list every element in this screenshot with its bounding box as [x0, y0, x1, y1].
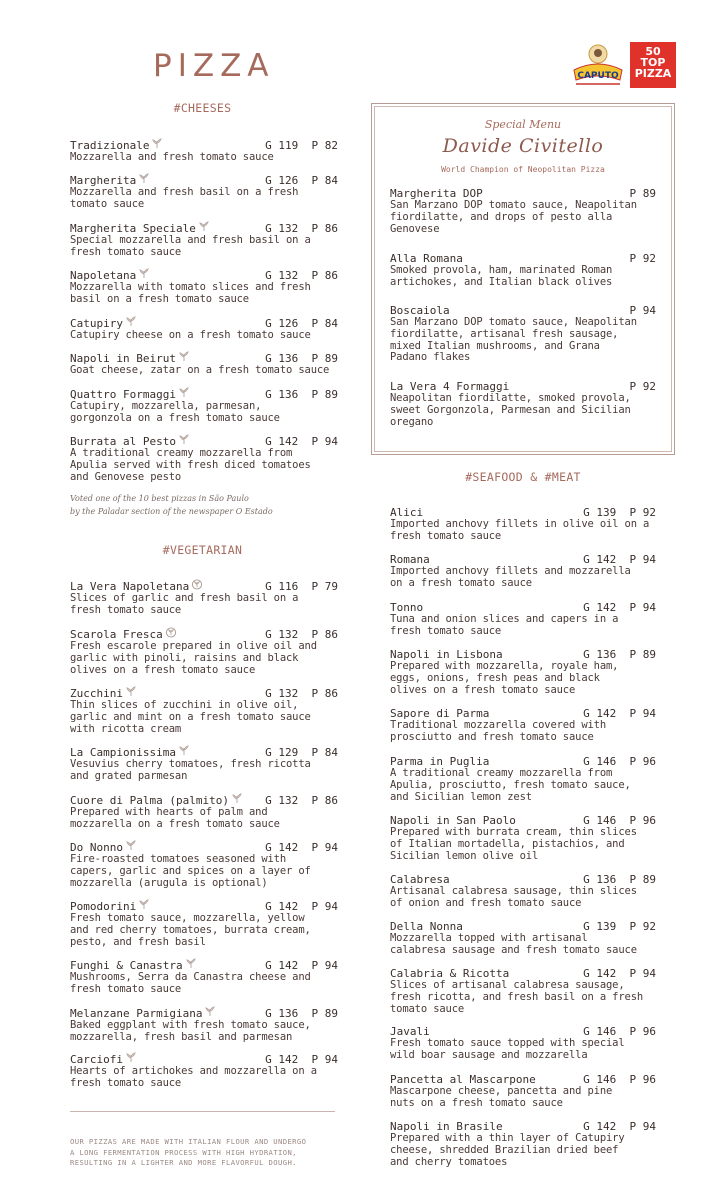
menu-item-description: Tuna and onion slices and capers in a fresh tomato sauce	[390, 613, 619, 637]
menu-item-name: Scarola Fresca	[70, 628, 163, 641]
menu-item-name: Margherita Speciale	[70, 222, 196, 235]
menu-item-name: Tradizionale	[70, 139, 150, 152]
menu-item-name: Zucchini	[70, 687, 123, 700]
menu-item	[70, 1052, 338, 1090]
menu-item-header	[70, 686, 338, 700]
menu-item-prices: G 136 P 89	[265, 352, 338, 365]
section-heading-cheeses: #CHEESES	[173, 101, 232, 115]
svg-text:CAPUTO: CAPUTO	[577, 71, 619, 81]
menu-item-description: San Marzano DOP tomato sauce, Neapolitan fiordilatte, and drops of pesto alla Genovese	[390, 199, 637, 235]
menu-item-name: Napoletana	[70, 269, 137, 282]
menu-item	[390, 756, 656, 803]
menu-item-prices: G 136 P 89	[265, 388, 338, 401]
menu-item-name: Napoli in Brasile	[390, 1120, 503, 1133]
menu-item	[70, 745, 338, 783]
menu-item-header	[70, 958, 338, 972]
menu-item-description: Imported anchovy fillets and mozzarella on a fresh tomato sauce	[390, 565, 631, 589]
menu-item-prices: G 146 P 96	[583, 1025, 656, 1038]
menu-item-name: La Campionissima	[70, 746, 176, 759]
menu-item	[70, 793, 338, 831]
menu-item-prices: P 94	[629, 304, 656, 317]
menu-item-description: Prepared with burrata cream, thin slices of Italian mortadella, pistachios, and Sicilian lemon olive oil	[390, 826, 637, 862]
menu-item-prices: G 136 P 89	[583, 648, 656, 661]
menu-item-description: Imported anchovy fillets in olive oil on a fresh tomato sauce	[390, 518, 650, 542]
menu-item-name: Parma in Puglia	[390, 755, 490, 768]
menu-item-name: Funghi & Canastra	[70, 959, 183, 972]
menu-item	[390, 381, 656, 428]
menu-item-prices: G 142 P 94	[583, 707, 656, 720]
menu-item-prices: G 126 P 84	[265, 174, 338, 187]
menu-item-description: Traditional mozzarella covered with prosciutto and fresh tomato sauce	[390, 719, 607, 743]
menu-item-name: Della Nonna	[390, 920, 463, 933]
menu-item-header	[70, 387, 338, 401]
menu-item	[70, 840, 338, 889]
menu-item-name: La Vera Napoletana	[70, 580, 190, 593]
menu-item-prices: G 146 P 96	[583, 814, 656, 827]
menu-item-header	[70, 579, 338, 593]
vegan-icon	[191, 579, 203, 590]
menu-item	[390, 968, 656, 1015]
menu-item-name: Margherita DOP	[390, 187, 483, 200]
menu-item-name: Quattro Formaggi	[70, 388, 176, 401]
leaf-icon	[138, 268, 150, 279]
menu-item-description: Mozzarella and fresh basil on a fresh tomato sauce	[70, 186, 299, 210]
menu-item-name: Margherita	[70, 174, 137, 187]
leaf-icon	[125, 840, 137, 851]
special-menu-label: Special Menu	[484, 118, 562, 131]
leaf-icon	[185, 958, 197, 969]
menu-item-name: Pancetta al Mascarpone	[390, 1073, 536, 1086]
menu-item-description: Special mozzarella and fresh basil on a fresh tomato sauce	[70, 234, 311, 258]
menu-item	[390, 1121, 656, 1168]
menu-item-name: Cuore di Palma (palmito)	[70, 794, 229, 807]
page-title: PIZZA	[153, 48, 275, 84]
menu-item-description: Smoked provola, ham, marinated Roman artichokes, and Italian black olives	[390, 264, 613, 288]
menu-item-description: Catupiry cheese on a fresh tomato sauce	[70, 329, 311, 341]
menu-item	[390, 507, 656, 543]
menu-item-description: Slices of artisanal calabresa sausage, fresh ricotta, and fresh basil on a fresh tomato sauce	[390, 979, 644, 1015]
menu-item-description: Fresh escarole prepared in olive oil and garlic with pinoli, raisins and black olives on a fresh tomato sauce	[70, 640, 317, 676]
leaf-icon	[178, 351, 190, 362]
menu-item-header	[70, 221, 338, 235]
menu-item-name: Napoli in Beirut	[70, 352, 176, 365]
menu-item-prices: G 132 P 86	[265, 222, 338, 235]
menu-item-name: Do Nonno	[70, 841, 123, 854]
menu-item-prices: G 116 P 79	[265, 580, 338, 593]
logo-group	[570, 40, 680, 92]
menu-item-prices: G 132 P 86	[265, 687, 338, 700]
menu-item-prices: G 119 P 82	[265, 139, 338, 152]
menu-item-prices: G 146 P 96	[583, 1073, 656, 1086]
top-pizza-logo: 50 TOP PIZZA	[630, 42, 676, 88]
leaf-icon	[178, 434, 190, 445]
menu-item-prices: G 142 P 94	[583, 1120, 656, 1133]
menu-item-header	[70, 316, 338, 330]
special-menu-chef: Davide Civitello	[442, 135, 604, 157]
menu-item	[70, 268, 338, 306]
menu-item-header	[70, 899, 338, 913]
menu-item-description: Mascarpone cheese, pancetta and pine nuts on a fresh tomato sauce	[390, 1085, 613, 1109]
vegan-icon	[165, 627, 177, 638]
menu-item	[390, 649, 656, 696]
menu-item-name: Alla Romana	[390, 252, 463, 265]
menu-item	[70, 351, 338, 377]
menu-item	[390, 253, 656, 289]
menu-item-header	[70, 840, 338, 854]
section-heading-vegetarian: #VEGETARIAN	[162, 543, 243, 557]
menu-item	[390, 1026, 656, 1062]
menu-item-name: Burrata al Pesto	[70, 435, 176, 448]
award-note: Voted one of the 10 best pizzas in São Paulo by the Paladar section of the newspaper O Estado	[70, 494, 273, 516]
menu-item-description: Prepared with mozzarella, royale ham, eggs, onions, fresh peas and black olives on a fresh tomato sauce	[390, 660, 619, 696]
menu-item-prices: P 89	[629, 187, 656, 200]
caputo-logo	[570, 40, 626, 92]
menu-item	[390, 815, 656, 862]
menu-item-description: Fresh tomato sauce, mozzarella, yellow and red cherry tomatoes, burrata cream, pesto, and fresh basil	[70, 912, 311, 948]
menu-item-description: Baked eggplant with fresh tomato sauce, mozzarella, fresh basil and parmesan	[70, 1019, 311, 1043]
leaf-icon	[178, 745, 190, 756]
menu-item-header	[70, 351, 338, 365]
leaf-icon	[231, 793, 243, 804]
menu-item-description: Mozzarella with tomato slices and fresh basil on a fresh tomato sauce	[70, 281, 311, 305]
menu-item-prices: G 136 P 89	[265, 1007, 338, 1020]
menu-item-prices: G 142 P 94	[583, 967, 656, 980]
menu-item	[390, 1074, 656, 1110]
menu-item-prices: P 92	[629, 380, 656, 393]
menu-item-prices: G 132 P 86	[265, 628, 338, 641]
menu-item	[70, 958, 338, 996]
menu-item	[70, 221, 338, 259]
menu-item-header	[70, 793, 338, 807]
menu-item-name: Romana	[390, 553, 430, 566]
menu-item-description: San Marzano DOP tomato sauce, Neapolitan fiordilatte, artisanal fresh sausage, mixed Italian mushrooms, and Grana Padano flakes	[390, 316, 637, 364]
menu-item	[70, 1006, 338, 1044]
menu-item-description: Goat cheese, zatar on a fresh tomato sauce	[70, 364, 330, 376]
leaf-icon	[125, 316, 137, 327]
leaf-icon	[151, 138, 163, 149]
menu-item-description: Prepared with hearts of palm and mozzarella on a fresh tomato sauce	[70, 806, 280, 830]
menu-item-description: Neapolitan fiordilatte, smoked provola, sweet Gorgonzola, Parmesan and Sicilian oregano	[390, 392, 631, 428]
menu-item-description: Fresh tomato sauce topped with special wild boar sausage and mozzarella	[390, 1037, 625, 1061]
menu-item	[390, 188, 656, 235]
footer-divider	[70, 1111, 335, 1112]
menu-item-header	[70, 173, 338, 187]
menu-item	[70, 434, 338, 483]
menu-item-prices: G 132 P 86	[265, 794, 338, 807]
menu-item	[70, 579, 338, 617]
menu-item-prices: G 142 P 94	[265, 900, 338, 913]
section-heading-seafood-meat: #SEAFOOD & #MEAT	[465, 470, 581, 484]
menu-item	[70, 173, 338, 211]
menu-item-prices: G 129 P 84	[265, 746, 338, 759]
menu-item	[70, 138, 338, 164]
menu-item-prices: G 139 P 92	[583, 506, 656, 519]
menu-item	[390, 708, 656, 744]
menu-item-prices: G 142 P 94	[265, 959, 338, 972]
leaf-icon	[138, 899, 150, 910]
menu-item-description: Mozzarella and fresh tomato sauce	[70, 151, 274, 163]
menu-item-description: Fire-roasted tomatoes seasoned with capers, garlic and spices on a layer of mozzarella (arugula is optional)	[70, 853, 311, 889]
menu-item-name: La Vera 4 Formaggi	[390, 380, 510, 393]
menu-item	[70, 387, 338, 425]
leaf-icon	[178, 387, 190, 398]
leaf-icon	[198, 221, 210, 232]
menu-item-name: Calabria & Ricotta	[390, 967, 510, 980]
menu-item-header	[70, 138, 338, 152]
leaf-icon	[204, 1006, 216, 1017]
leaf-icon	[138, 173, 150, 184]
menu-item-prices: P 92	[629, 252, 656, 265]
menu-item-description: Hearts of artichokes and mozzarella on a fresh tomato sauce	[70, 1065, 317, 1089]
menu-item-description: Vesuvius cherry tomatoes, fresh ricotta and grated parmesan	[70, 758, 311, 782]
menu-item-description: Mushrooms, Serra da Canastra cheese and fresh tomato sauce	[70, 971, 311, 995]
menu-item-name: Pomodorini	[70, 900, 137, 913]
dough-footnote: OUR PIZZAS ARE MADE WITH ITALIAN FLOUR AND UNDERGO A LONG FERMENTATION PROCESS WITH HIGH HYDRATION, RESULTING IN A LIGHTER AND MORE FLAVORFUL DOUGH.	[70, 1137, 307, 1167]
menu-item-header	[70, 1006, 338, 1020]
menu-item	[390, 602, 656, 638]
menu-item-prices: G 132 P 86	[265, 269, 338, 282]
menu-item-description: Catupiry, mozzarella, parmesan, gorgonzola on a fresh tomato sauce	[70, 400, 280, 424]
menu-item-description: Artisanal calabresa sausage, thin slices of onion and fresh tomato sauce	[390, 885, 637, 909]
menu-item-name: Javali	[390, 1025, 430, 1038]
menu-item-name: Sapore di Parma	[390, 707, 490, 720]
menu-item-name: Tonno	[390, 601, 424, 614]
menu-item-prices: G 146 P 96	[583, 755, 656, 768]
menu-item-name: Carciofi	[70, 1053, 123, 1066]
menu-item-header	[70, 627, 338, 641]
menu-item-description: Prepared with a thin layer of Catupiry cheese, shredded Brazilian dried beef and cherry tomatoes	[390, 1132, 625, 1168]
special-menu-subtitle: World Champion of Neopolitan Pizza	[441, 165, 605, 174]
menu-item	[70, 686, 338, 735]
menu-item-description: A traditional creamy mozzarella from Apulia served with fresh diced tomatoes and Genovese pesto	[70, 447, 311, 483]
menu-item-header	[70, 745, 338, 759]
menu-item	[390, 305, 656, 364]
menu-item-header	[70, 434, 338, 448]
menu-item	[390, 554, 656, 590]
menu-item-description: Mozzarella topped with artisanal calabresa sausage and fresh tomato sauce	[390, 932, 637, 956]
menu-item-prices: G 126 P 84	[265, 317, 338, 330]
menu-item	[70, 899, 338, 948]
menu-item-prices: G 142 P 94	[265, 435, 338, 448]
menu-item-prices: G 139 P 92	[583, 920, 656, 933]
menu-item-name: Melanzane Parmigiana	[70, 1007, 203, 1020]
menu-item	[70, 316, 338, 342]
menu-item-prices: G 136 P 89	[583, 873, 656, 886]
menu-item	[390, 921, 656, 957]
menu-item	[70, 627, 338, 676]
menu-item-name: Calabresa	[390, 873, 450, 886]
menu-item-name: Napoli in Lisbona	[390, 648, 503, 661]
menu-item	[390, 874, 656, 910]
leaf-icon	[125, 686, 137, 697]
leaf-icon	[125, 1052, 137, 1063]
menu-item-header	[70, 268, 338, 282]
menu-item-prices: G 142 P 94	[265, 1053, 338, 1066]
menu-item-description: Slices of garlic and fresh basil on a fresh tomato sauce	[70, 592, 299, 616]
menu-item-name: Napoli in San Paolo	[390, 814, 516, 827]
menu-item-header	[70, 1052, 338, 1066]
menu-item-name: Catupiry	[70, 317, 123, 330]
menu-item-prices: G 142 P 94	[583, 601, 656, 614]
menu-item-prices: G 142 P 94	[583, 553, 656, 566]
menu-item-description: A traditional creamy mozzarella from Apulia, prosciutto, fresh tomato sauce, and Sicilian lemon zest	[390, 767, 631, 803]
menu-item-description: Thin slices of zucchini in olive oil, garlic and mint on a fresh tomato sauce with ricotta cream	[70, 699, 311, 735]
menu-item-name: Boscaiola	[390, 304, 450, 317]
menu-item-prices: G 142 P 94	[265, 841, 338, 854]
menu-item-name: Alici	[390, 506, 424, 519]
